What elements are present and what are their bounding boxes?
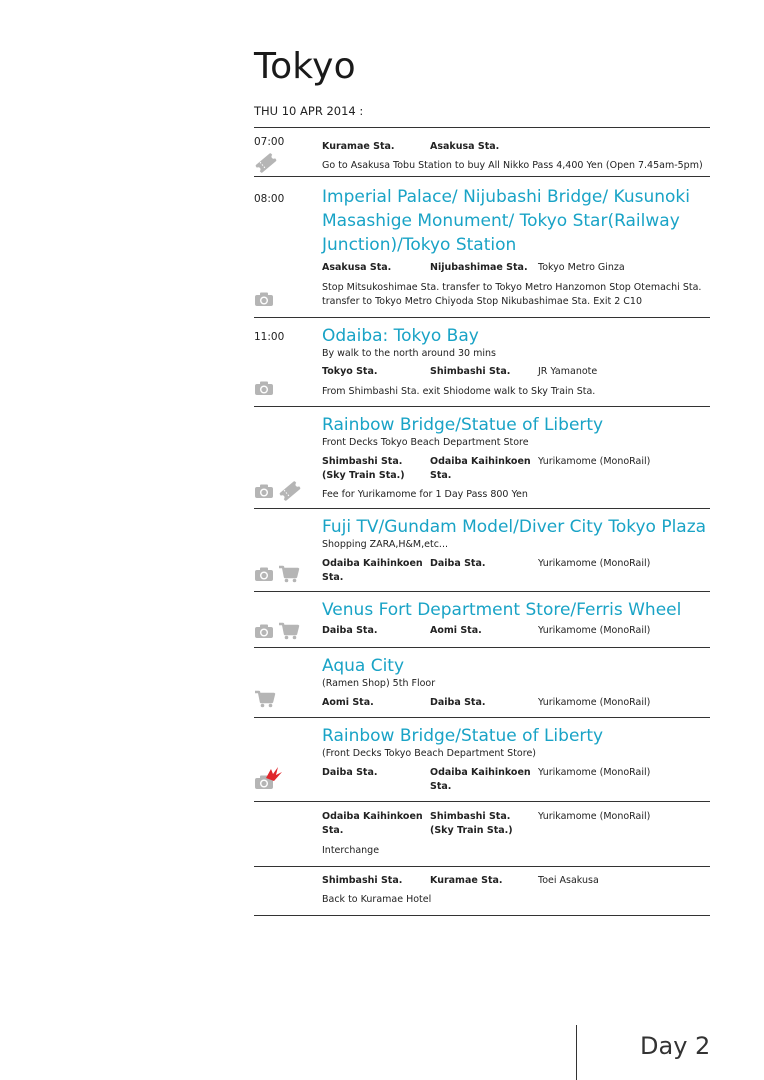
- camera-icon: [254, 483, 274, 499]
- place-title: Odaiba: Tokyo Bay: [322, 326, 479, 346]
- footer-divider: [576, 1025, 577, 1080]
- route-from: Shimbashi Sta.: [322, 875, 403, 886]
- place-title: Fuji TV/Gundam Model/Diver City Tokyo Plaza: [322, 517, 707, 537]
- itinerary-entry: [254, 407, 710, 509]
- itinerary-entry: [254, 177, 710, 318]
- route-from: Aomi Sta.: [322, 697, 374, 708]
- camera-icon: [254, 566, 274, 582]
- place-title: Rainbow Bridge/Statue of Liberty: [322, 415, 604, 435]
- entry-content: [322, 413, 710, 502]
- route-to: Kuramae Sta.: [430, 875, 503, 886]
- camera-icon: [254, 623, 274, 639]
- route-note: From Shimbashi Sta. exit Shiodome walk to Sky Train Sta.: [322, 386, 596, 397]
- place-subtitle: Front Decks Tokyo Beach Department Store: [322, 437, 529, 448]
- entry-time: 08:00: [254, 193, 285, 205]
- entry-content: [322, 136, 710, 173]
- ticket-icon: [254, 152, 278, 174]
- route-row: [322, 874, 710, 888]
- page-title: Tokyo: [254, 46, 356, 87]
- itinerary-entry: [254, 867, 710, 916]
- route-from: Shimbashi Sta. (Sky Train Sta.): [322, 456, 405, 481]
- itinerary-entry: [254, 718, 710, 802]
- route-from: Daiba Sta.: [322, 767, 378, 778]
- route-row: [322, 365, 710, 379]
- route-row: [322, 624, 710, 638]
- route-note: Stop Mitsukoshimae Sta. transfer to Tokyo Metro Hanzomon Stop Otemachi Sta. transfer to Tokyo Metro Chiyoda Stop Nikubashimae Sta. Exit 2 C10: [322, 282, 702, 307]
- place-subtitle: By walk to the north around 30 mins: [322, 348, 496, 359]
- entry-content: [322, 185, 710, 309]
- place-title: Imperial Palace/ Nijubashi Bridge/ Kusunoki Masashige Monument/ Tokyo Star(Railway Junction)/Tokyo Station: [322, 187, 690, 255]
- route-line: JR Yamanote: [538, 366, 598, 377]
- route-line: Yurikamome (MonoRail): [538, 697, 651, 708]
- place-subtitle: Shopping ZARA,H&M,etc...: [322, 539, 448, 550]
- route-row: [322, 455, 710, 483]
- entry-icons: [254, 766, 284, 792]
- entry-icons: [254, 565, 300, 583]
- cart-icon: [278, 565, 300, 583]
- route-note: Go to Asakusa Tobu Station to buy All Nikko Pass 4,400 Yen (Open 7.45am-5pm): [322, 160, 703, 171]
- place-title: Venus Fort Department Store/Ferris Wheel: [322, 600, 682, 620]
- route-line: Tokyo Metro Ginza: [538, 262, 625, 273]
- route-row: [322, 140, 710, 154]
- entry-icons: [254, 291, 274, 307]
- route-to: Asakusa Sta.: [430, 141, 500, 152]
- entry-time: 07:00: [254, 136, 285, 148]
- route-from: Asakusa Sta.: [322, 262, 392, 273]
- place-subtitle: (Ramen Shop) 5th Floor: [322, 678, 436, 689]
- entry-content: [322, 324, 710, 399]
- itinerary-date: THU 10 APR 2014 :: [254, 104, 364, 118]
- camera-icon: [254, 380, 274, 396]
- route-row: [322, 557, 710, 585]
- route-line: Yurikamome (MonoRail): [538, 811, 651, 822]
- entry-content: [322, 810, 710, 858]
- route-from: Kuramae Sta.: [322, 141, 395, 152]
- route-to: Daiba Sta.: [430, 558, 486, 569]
- route-line: Yurikamome (MonoRail): [538, 558, 651, 569]
- route-from: Tokyo Sta.: [322, 366, 378, 377]
- ticket-icon: [278, 480, 302, 502]
- entry-content: [322, 874, 710, 907]
- entry-icons: [254, 690, 276, 708]
- entry-content: [322, 724, 710, 794]
- day-label: Day 2: [640, 1032, 711, 1060]
- route-row: [322, 766, 710, 794]
- itinerary-entry: [254, 318, 710, 407]
- route-to: Aomi Sta.: [430, 625, 482, 636]
- entry-icons: [254, 480, 302, 502]
- route-to: Shimbashi Sta. (Sky Train Sta.): [430, 811, 513, 836]
- itinerary-entry: [254, 128, 710, 177]
- route-to: Daiba Sta.: [430, 697, 486, 708]
- route-to: Odaiba Kaihinkoen Sta.: [430, 456, 531, 481]
- route-to: Nijubashimae Sta.: [430, 262, 528, 273]
- entry-content: [322, 515, 710, 585]
- route-from: Daiba Sta.: [322, 625, 378, 636]
- route-line: Toei Asakusa: [538, 875, 599, 886]
- place-title: Aqua City: [322, 656, 405, 676]
- place-title: Rainbow Bridge/Statue of Liberty: [322, 726, 604, 746]
- entry-content: [322, 654, 710, 710]
- entry-icons: [254, 622, 300, 640]
- route-note: Interchange: [322, 845, 380, 856]
- entry-icons: [254, 152, 278, 174]
- route-note: Back to Kuramae Hotel: [322, 894, 432, 905]
- route-line: Yurikamome (MonoRail): [538, 625, 651, 636]
- route-to: Odaiba Kaihinkoen Sta.: [430, 767, 531, 792]
- place-subtitle: (Front Decks Tokyo Beach Department Store): [322, 748, 536, 759]
- itinerary-entry: [254, 509, 710, 592]
- camera-icon: [254, 291, 274, 307]
- entry-content: [322, 598, 710, 638]
- route-to: Shimbashi Sta.: [430, 366, 511, 377]
- route-row: [322, 810, 710, 838]
- itinerary-entry: [254, 592, 710, 648]
- camera-flame-icon: [254, 766, 284, 792]
- route-line: Yurikamome (MonoRail): [538, 767, 651, 778]
- route-line: Yurikamome (MonoRail): [538, 456, 651, 467]
- cart-icon: [254, 690, 276, 708]
- itinerary-entry: [254, 648, 710, 718]
- route-note: Fee for Yurikamome for 1 Day Pass 800 Yen: [322, 489, 528, 500]
- itinerary-entry: [254, 802, 710, 867]
- route-from: Odaiba Kaihinkoen Sta.: [322, 558, 423, 583]
- cart-icon: [278, 622, 300, 640]
- entry-time: 11:00: [254, 331, 285, 343]
- route-row: [322, 696, 710, 710]
- entry-icons: [254, 380, 274, 396]
- route-row: [322, 261, 710, 275]
- route-from: Odaiba Kaihinkoen Sta.: [322, 811, 423, 836]
